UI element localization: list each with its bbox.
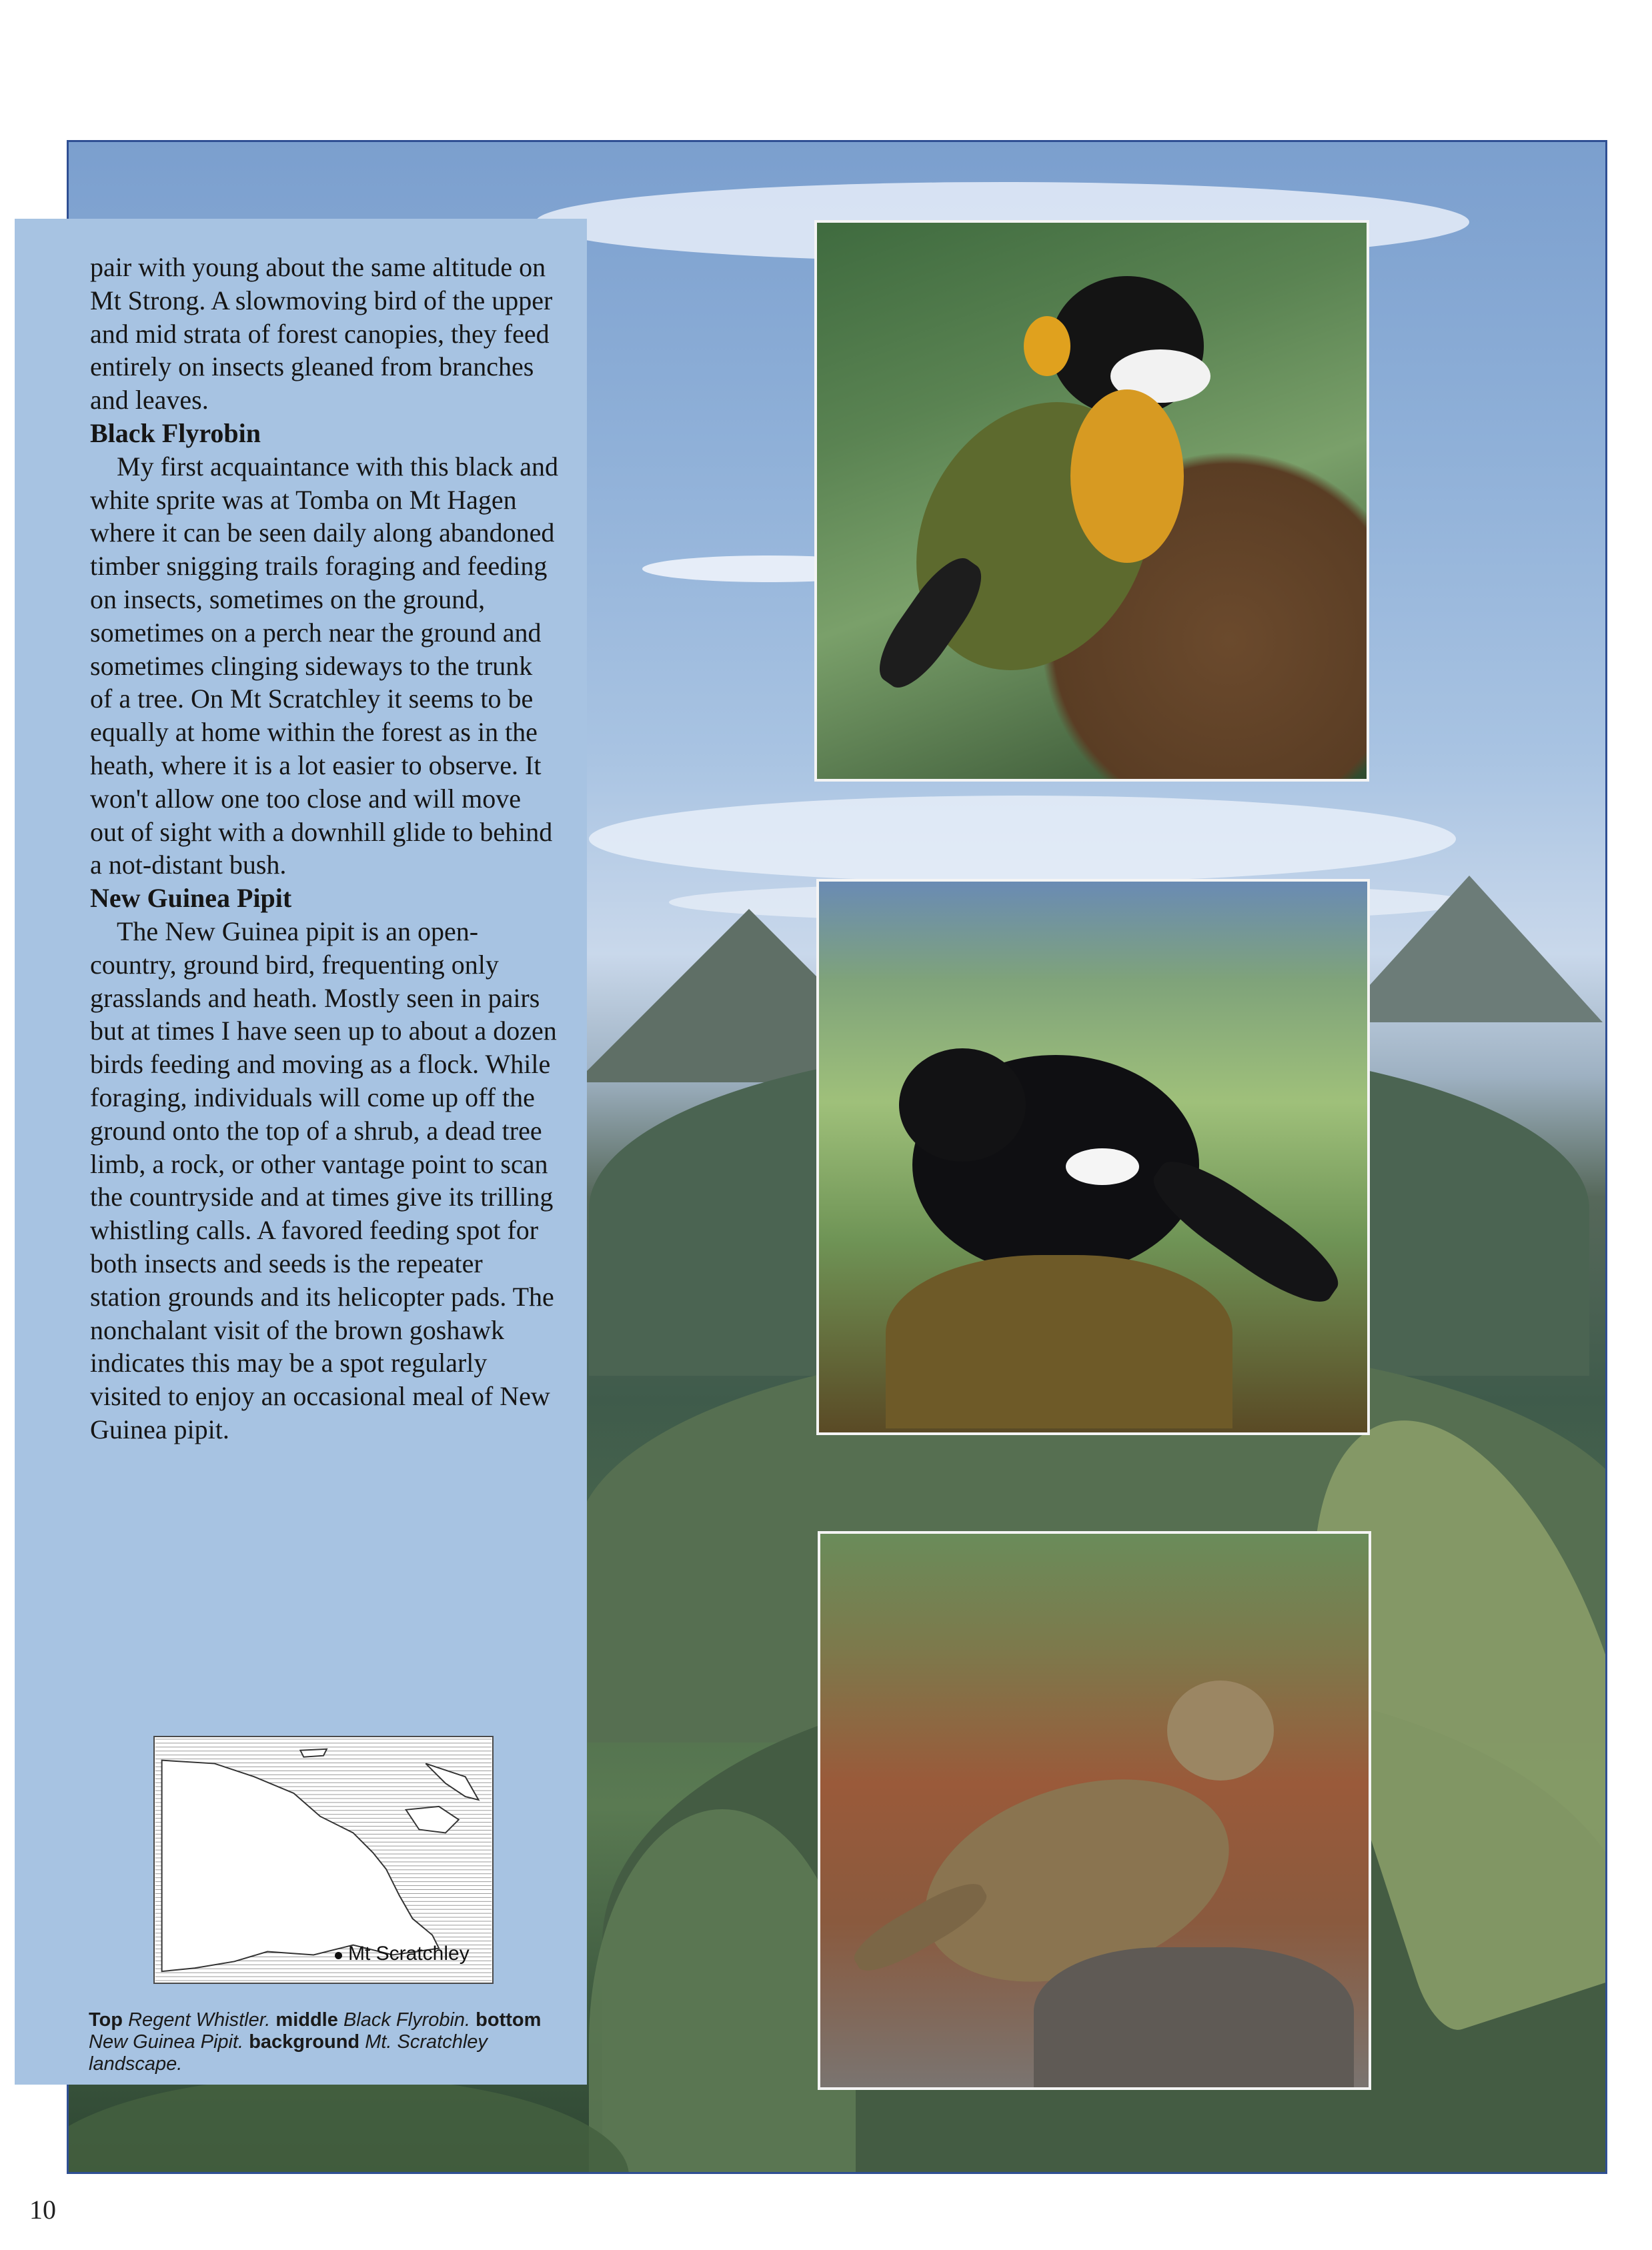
caption-bottom-text: New Guinea Pipit. [89,2031,244,2053]
paragraph-new-guinea-pipit: The New Guinea pipit is an open-country, ground bird, frequenting only grasslands and heath. Mostly seen in pairs but at times I have seen up to about a dozen birds feeding and moving as a flock. While foraging, individuals will come up off the ground onto the top of a shrub, a dead tree limb, a rock, or other vantage point to scan the countryside and at times give its trilling whistling calls. A favored feeding spot for both insects and seeds is the repeater station grounds and its helicopter pads. The nonchalant visit of the brown goshawk indicates this may be a spot regularly visited to enjoy an occasional meal of New Guinea pipit. [90,916,557,1444]
caption-top-text: Regent Whistler. [128,2009,271,2031]
caption-middle-label: middle [275,2009,338,2031]
paragraph-regent-whistler: pair with young about the same altitude on Mt Strong. A slowmoving bird of the upper and mid strata of forest canopies, they feed entirely on insects gleaned from branches and leaves. [90,252,553,415]
photo-black-flyrobin [816,879,1370,1435]
caption-bottom-label: bottom [476,2009,542,2031]
papua-new-guinea-map [153,1736,494,1984]
photo-new-guinea-pipit [818,1531,1371,2090]
caption-background-text: Mt. Scratchley landscape. [89,2031,488,2075]
caption-background-label: background [249,2031,360,2053]
photo-regent-whistler [814,220,1369,782]
caption-middle-text: Black Flyrobin. [343,2009,471,2031]
subhead-new-guinea-pipit: New Guinea Pipit [90,883,292,914]
paragraph-black-flyrobin: My first acquaintance with this black and white sprite was at Tomba on Mt Hagen where it can be seen daily along abandoned timber snigging trails foraging and feeding on insects, sometimes on the ground, sometimes on a perch near the ground and sometimes clinging sideways to the trunk of a tree. On Mt Scratchley it seems to be equally at home within the forest as in the heath, where it is a lot easier to observe. It won't allow one too close and will move out of sight with a downhill glide to behind a not-distant bush. [90,451,559,880]
photo-caption [89,2009,569,2075]
caption-top-label: Top [89,2009,123,2031]
mt-scratchley-marker [335,1952,342,1959]
map-label-mt-scratchley: Mt Scratchley [348,1943,470,1965]
page-number: 10 [29,2195,56,2225]
subhead-black-flyrobin: Black Flyrobin [90,417,261,448]
